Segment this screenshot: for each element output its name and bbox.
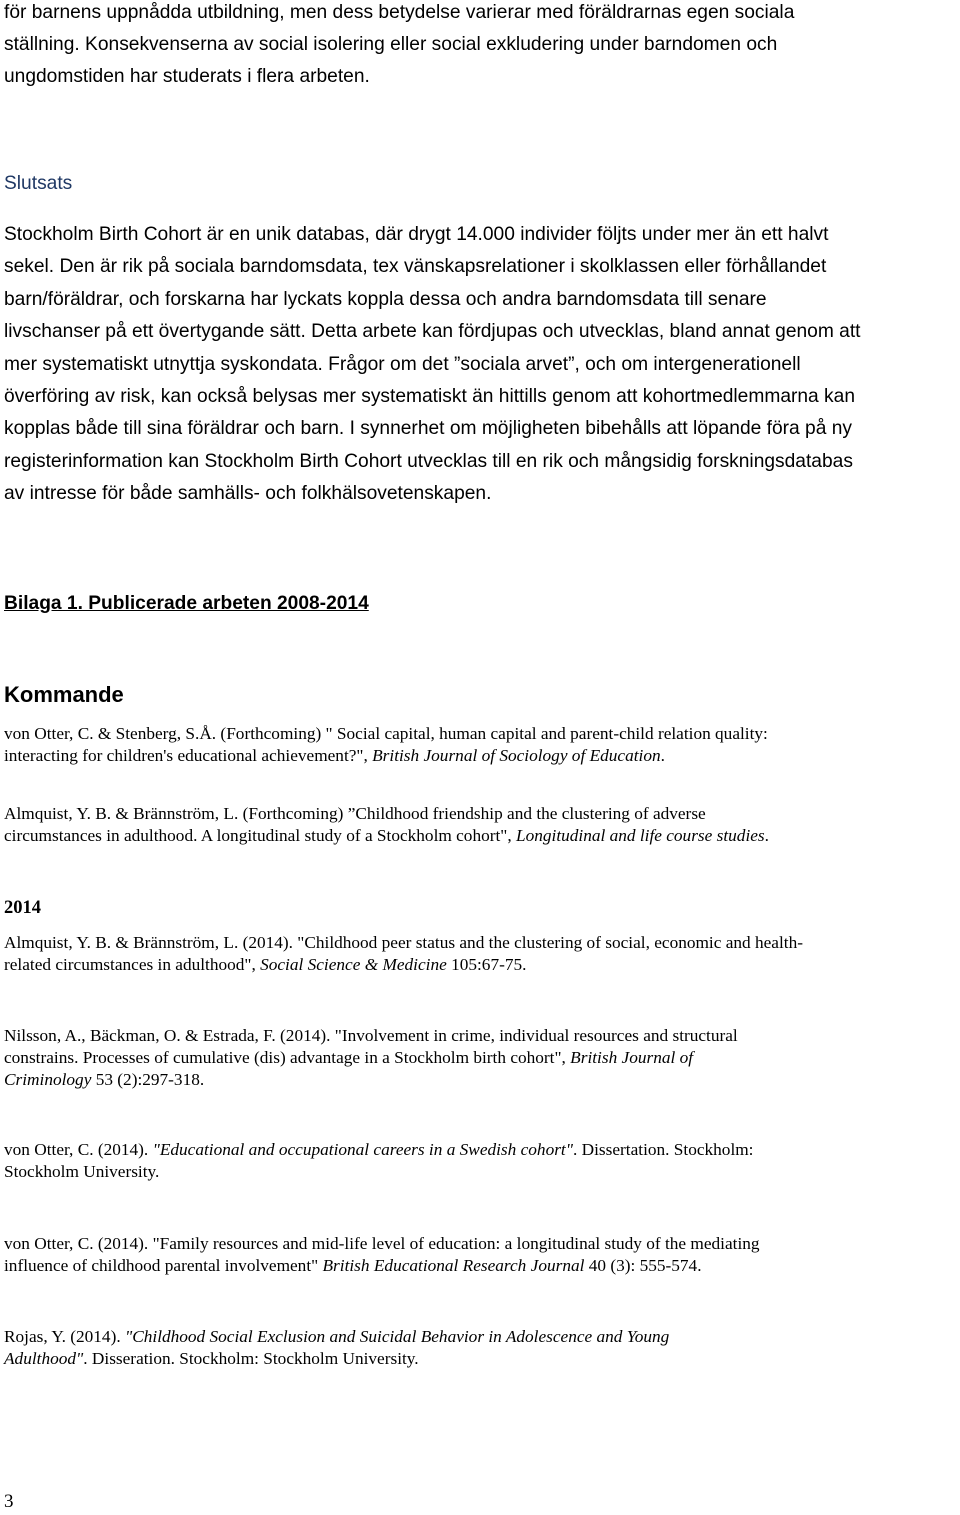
reference-entry [4, 1139, 956, 1183]
bilaga-heading: Bilaga 1. Publicerade arbeten 2008-2014 [4, 593, 369, 614]
year-heading-2014: 2014 [4, 898, 41, 918]
reference-text: von Otter, C. (2014). "Family resources and mid-life level of education: a longitudinal study of the mediating [4, 1234, 760, 1253]
reference-text: . Dissertation. Stockholm: [573, 1140, 754, 1159]
reference-line [4, 825, 956, 847]
reference-line [4, 954, 956, 976]
slutsats-line: mer systematiskt utnyttja syskondata. Frågor om det ”sociala arvet”, och om intergenerationell [4, 353, 801, 375]
reference-title-italic: Social Science & Medicine [260, 955, 447, 974]
reference-text: . [764, 826, 769, 845]
reference-text: von Otter, C. (2014). [4, 1140, 153, 1159]
reference-text: circumstances in adulthood. A longitudinal study of a Stockholm cohort", [4, 826, 516, 845]
reference-line [4, 723, 956, 745]
reference-text: Almquist, Y. B. & Brännström, L. (2014). "Childhood peer status and the clustering of social, economic and health- [4, 933, 803, 952]
reference-title-italic: British Journal of [570, 1048, 694, 1067]
reference-line [4, 1139, 956, 1161]
reference-line [4, 1025, 956, 1047]
reference-text: Rojas, Y. (2014). [4, 1327, 125, 1346]
page-number: 3 [4, 1491, 14, 1512]
reference-text: influence of childhood parental involvement" [4, 1256, 323, 1275]
reference-title-italic: "Childhood Social Exclusion and Suicidal Behavior in Adolescence and Young [124, 1327, 670, 1346]
reference-title-italic: Adulthood" [4, 1349, 84, 1368]
reference-text: . [660, 746, 665, 765]
reference-line [4, 1348, 956, 1370]
reference-text: Stockholm University. [4, 1162, 160, 1181]
reference-entry [4, 723, 956, 767]
slutsats-line: livschanser på ett övertygande sätt. Detta arbete kan fördjupas och utvecklas, bland annat genom att [4, 321, 861, 343]
intro-paragraph [4, 0, 954, 94]
intro-line: ställning. Konsekvenserna av social isolering eller social exkludering under barndomen och [4, 34, 778, 56]
reference-title-italic: Longitudinal and life course studies [515, 826, 765, 845]
kommande-heading: Kommande [4, 682, 124, 707]
reference-line [4, 1233, 956, 1255]
reference-line [4, 1255, 956, 1277]
reference-text: 53 (2):297-318. [91, 1070, 205, 1089]
slutsats-line: kopplas både till sina föräldrar och barn. I synnerhet om möjligheten bibehålls att löpande föra på ny [4, 418, 852, 440]
reference-text: constrains. Processes of cumulative (dis) advantage in a Stockholm birth cohort", [4, 1048, 571, 1067]
reference-title-italic: British Journal of Sociology of Education [372, 746, 661, 765]
reference-text: 105:67-75. [446, 955, 527, 974]
reference-line [4, 1161, 956, 1183]
reference-line [4, 803, 956, 825]
slutsats-line: registerinformation kan Stockholm Birth Cohort utvecklas till en rik och mångsidig forskningsdatabas [4, 450, 853, 472]
reference-text: interacting for children's educational achievement?", [4, 746, 373, 765]
intro-line: ungdomstiden har studerats i flera arbeten. [4, 66, 370, 88]
slutsats-line: sekel. Den är rik på sociala barndomsdata, tex vänskapsrelationer i skolklassen eller förhållandet [4, 256, 827, 278]
reference-line [4, 1326, 956, 1348]
reference-line [4, 1069, 956, 1091]
reference-entry [4, 932, 956, 976]
slutsats-heading: Slutsats [4, 173, 73, 194]
reference-title-italic: "Educational and occupational careers in a Swedish cohort" [152, 1140, 573, 1159]
slutsats-line: överföring av risk, kan också belysas mer systematiskt än hittills genom att kohortmedlemmarna kan [4, 386, 855, 408]
slutsats-line: barn/föräldrar, och forskarna har lyckats koppla dessa och andra barndomsdata till senare [4, 288, 767, 310]
slutsats-paragraph [4, 219, 960, 511]
reference-text: Almquist, Y. B. & Brännström, L. (Forthcoming) ”Childhood friendship and the clustering of adverse [4, 804, 706, 823]
reference-entry [4, 803, 956, 847]
reference-line [4, 932, 956, 954]
reference-entry [4, 1025, 956, 1091]
reference-entry [4, 1233, 956, 1277]
reference-text: 40 (3): 555-574. [584, 1256, 702, 1275]
reference-text: von Otter, C. & Stenberg, S.Å. (Forthcoming) " Social capital, human capital and parent-child relation quality: [4, 724, 768, 743]
reference-line [4, 745, 956, 767]
slutsats-line: Stockholm Birth Cohort är en unik databas, där drygt 14.000 individer följts under mer än ett halvt [4, 224, 829, 245]
reference-text: . Disseration. Stockholm: Stockholm University. [83, 1349, 419, 1368]
reference-text: Nilsson, A., Bäckman, O. & Estrada, F. (2014). "Involvement in crime, individual resources and structural [4, 1026, 738, 1045]
reference-title-italic: Criminology [4, 1070, 92, 1089]
reference-entry [4, 1326, 956, 1370]
reference-text: related circumstances in adulthood", [4, 955, 261, 974]
slutsats-line: av intresse för både samhälls- och folkhälsovetenskapen. [4, 483, 492, 505]
reference-line [4, 1047, 956, 1069]
intro-line: för barnens uppnådda utbildning, men dess betydelse varierar med föräldrarnas egen sociala [4, 2, 795, 23]
reference-title-italic: British Educational Research Journal [322, 1256, 585, 1275]
